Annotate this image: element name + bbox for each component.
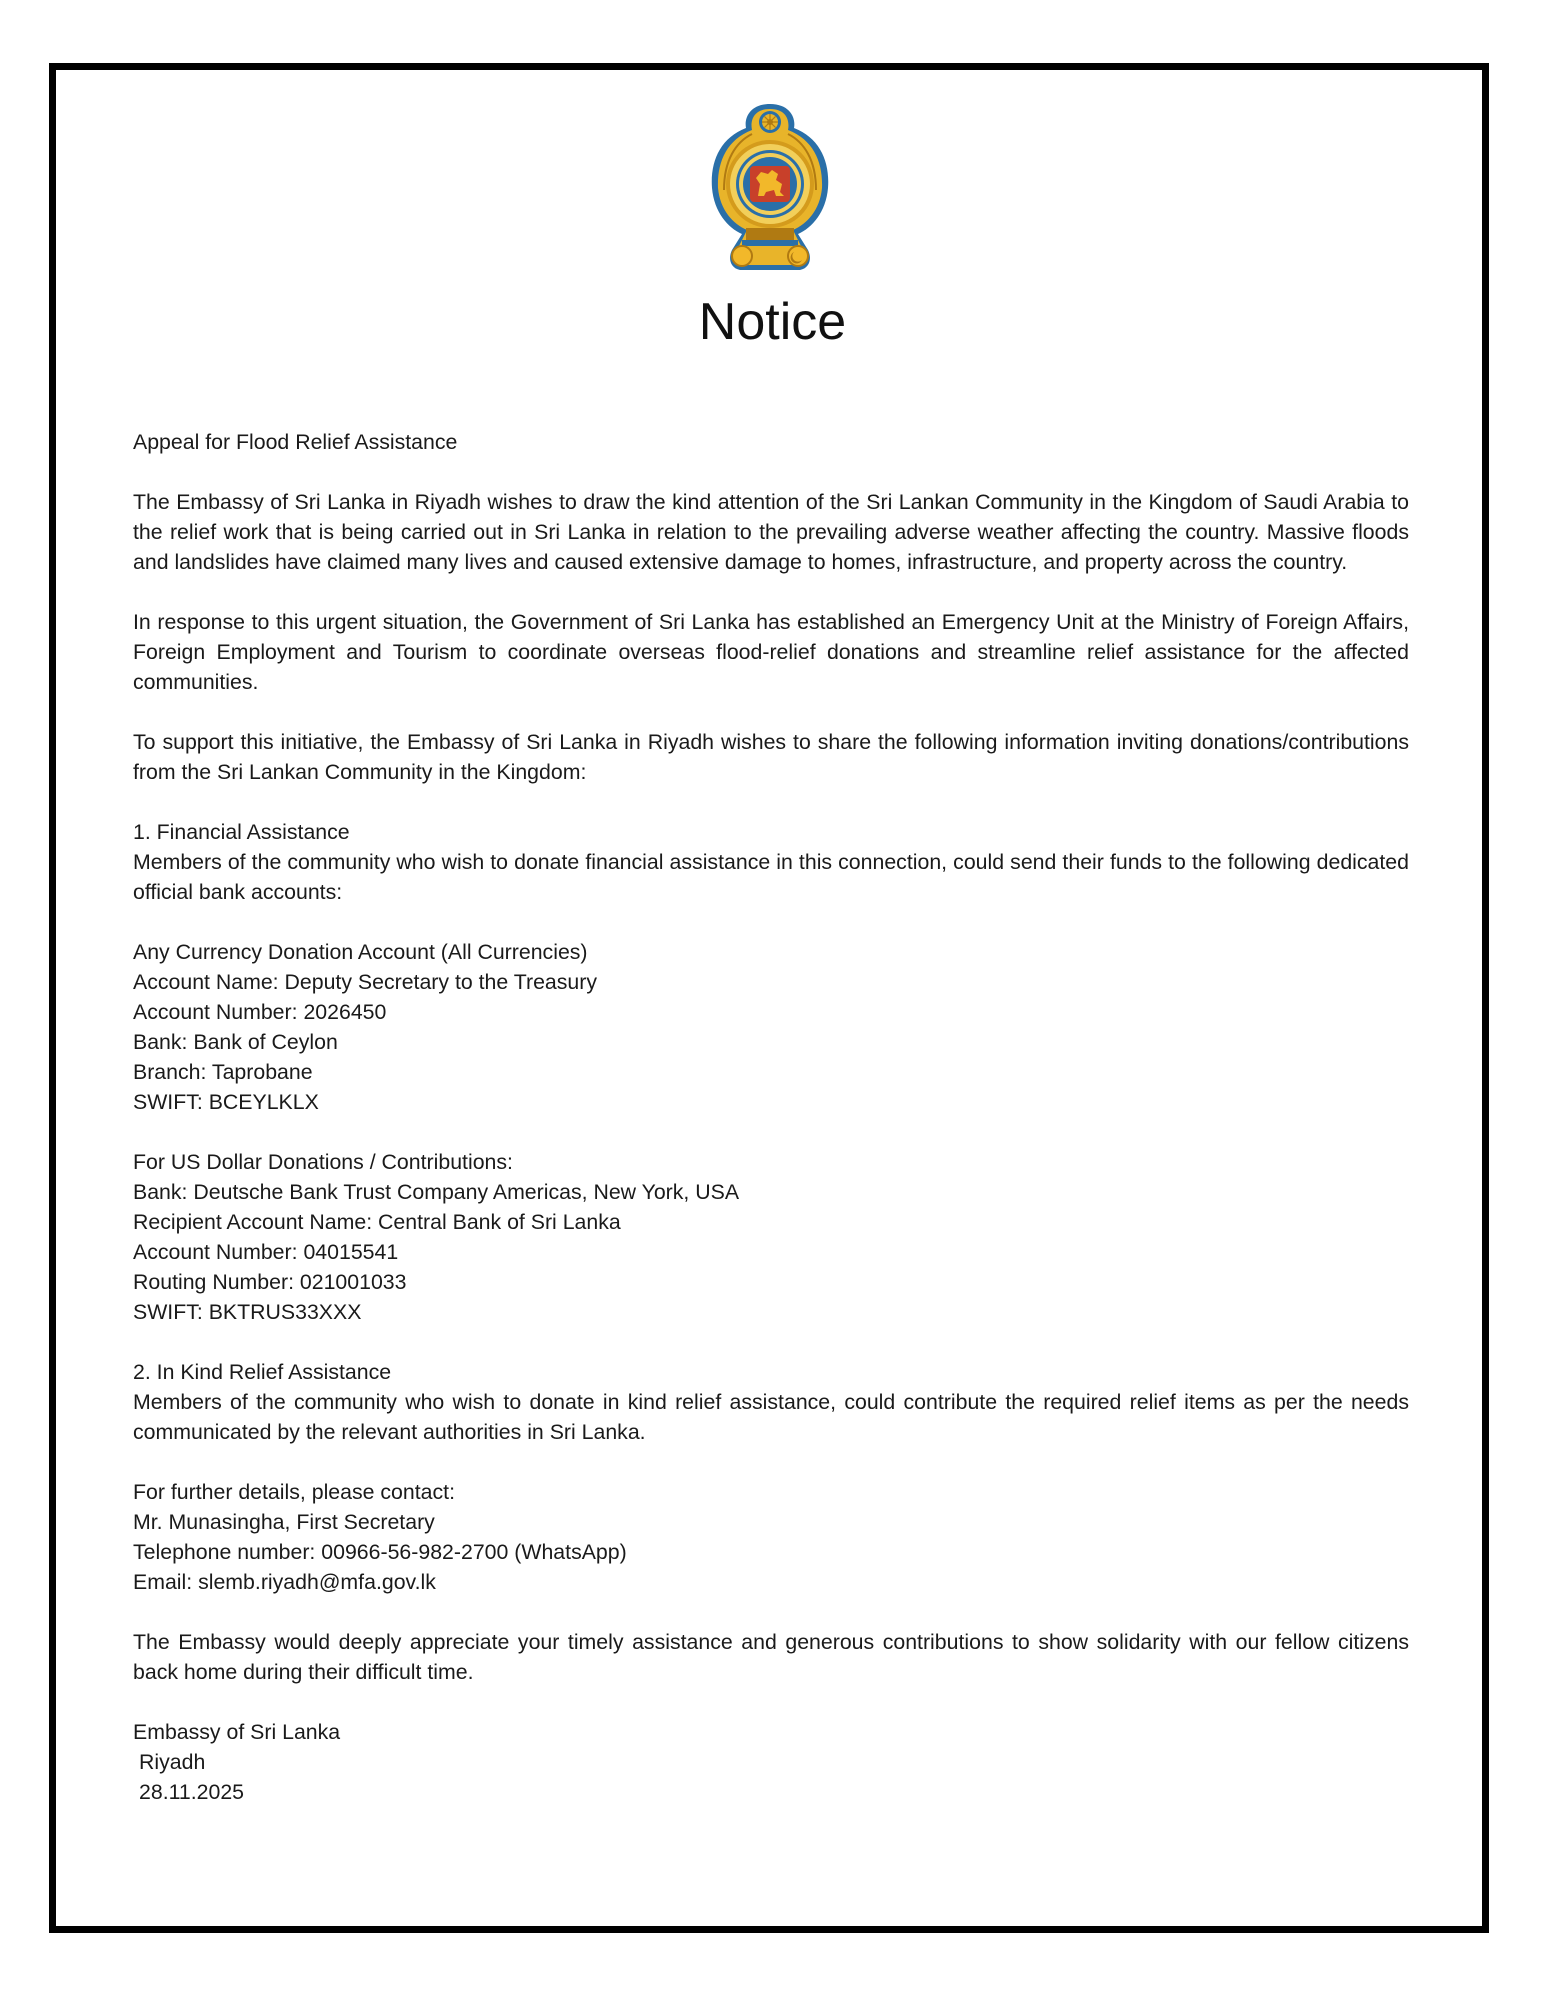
contact-email: Email: slemb.riyadh@mfa.gov.lk bbox=[133, 1570, 436, 1594]
usd-bank: Bank: Deutsche Bank Trust Company Americas, New York, USA bbox=[133, 1180, 740, 1204]
intro-paragraph: The Embassy of Sri Lanka in Riyadh wishes to draw the kind attention of the Sri Lankan Community in the Kingdom of Saudi Arabia to the relief work that is being carried out in Sri Lanka in relation to the prevailing adverse weather affecting the country. Massive floods and landslides have claimed many lives and caused extensive damage to homes, infrastructure, and property across the country. bbox=[133, 490, 1409, 574]
in-kind-text: Members of the community who wish to donate in kind relief assistance, could contribute the required relief items as per the needs communicated by the relevant authorities in Sri Lanka. bbox=[133, 1390, 1409, 1444]
usd-swift: SWIFT: BKTRUS33XXX bbox=[133, 1300, 362, 1324]
sri-lanka-national-emblem-icon bbox=[706, 100, 834, 275]
closing-paragraph: The Embassy would deeply appreciate your timely assistance and generous contributions to show solidarity with our fellow citizens back home during their difficult time. bbox=[133, 1630, 1409, 1684]
response-paragraph: In response to this urgent situation, the Government of Sri Lanka has established an Emergency Unit at the Ministry of Foreign Affairs, Foreign Employment and Tourism to coordinate overseas flood-relief donations and streamline relief assistance for the affected communities. bbox=[133, 610, 1409, 694]
signature-org: Embassy of Sri Lanka bbox=[133, 1720, 341, 1744]
usd-account-number: Account Number: 04015541 bbox=[133, 1240, 399, 1264]
signature-city: Riyadh bbox=[139, 1750, 206, 1774]
support-paragraph: To support this initiative, the Embassy of Sri Lanka in Riyadh wishes to share the following information inviting donations/contributions from the Sri Lankan Community in the Kingdom: bbox=[133, 730, 1409, 784]
page-title: Notice bbox=[698, 293, 847, 351]
contact-person: Mr. Munasingha, First Secretary bbox=[133, 1510, 435, 1534]
subject-line: Appeal for Flood Relief Assistance bbox=[133, 430, 458, 454]
notice-body bbox=[133, 427, 1409, 1837]
contact-telephone: Telephone number: 00966-56-982-2700 (WhatsApp) bbox=[133, 1540, 627, 1564]
usd-account-block bbox=[133, 1147, 1409, 1327]
usd-heading: For US Dollar Donations / Contributions: bbox=[133, 1150, 513, 1174]
financial-text: Members of the community who wish to donate financial assistance in this connection, could send their funds to the following dedicated official bank accounts: bbox=[133, 850, 1409, 904]
in-kind-heading: 2. In Kind Relief Assistance bbox=[133, 1360, 392, 1384]
signature-date: 28.11.2025 bbox=[139, 1780, 245, 1804]
any-currency-branch: Branch: Taprobane bbox=[133, 1060, 313, 1084]
any-currency-account-block bbox=[133, 937, 1409, 1117]
contact-block bbox=[133, 1477, 1409, 1597]
any-currency-bank: Bank: Bank of Ceylon bbox=[133, 1030, 338, 1054]
any-currency-swift: SWIFT: BCEYLKLX bbox=[133, 1090, 319, 1114]
usd-recipient: Recipient Account Name: Central Bank of Sri Lanka bbox=[133, 1210, 621, 1234]
usd-routing-number: Routing Number: 021001033 bbox=[133, 1270, 407, 1294]
contact-heading: For further details, please contact: bbox=[133, 1480, 455, 1504]
financial-heading: 1. Financial Assistance bbox=[133, 820, 350, 844]
any-currency-account-number: Account Number: 2026450 bbox=[133, 1000, 387, 1024]
any-currency-heading: Any Currency Donation Account (All Currencies) bbox=[133, 940, 588, 964]
any-currency-account-name: Account Name: Deputy Secretary to the Treasury bbox=[133, 970, 598, 994]
signature-block bbox=[133, 1717, 1409, 1807]
